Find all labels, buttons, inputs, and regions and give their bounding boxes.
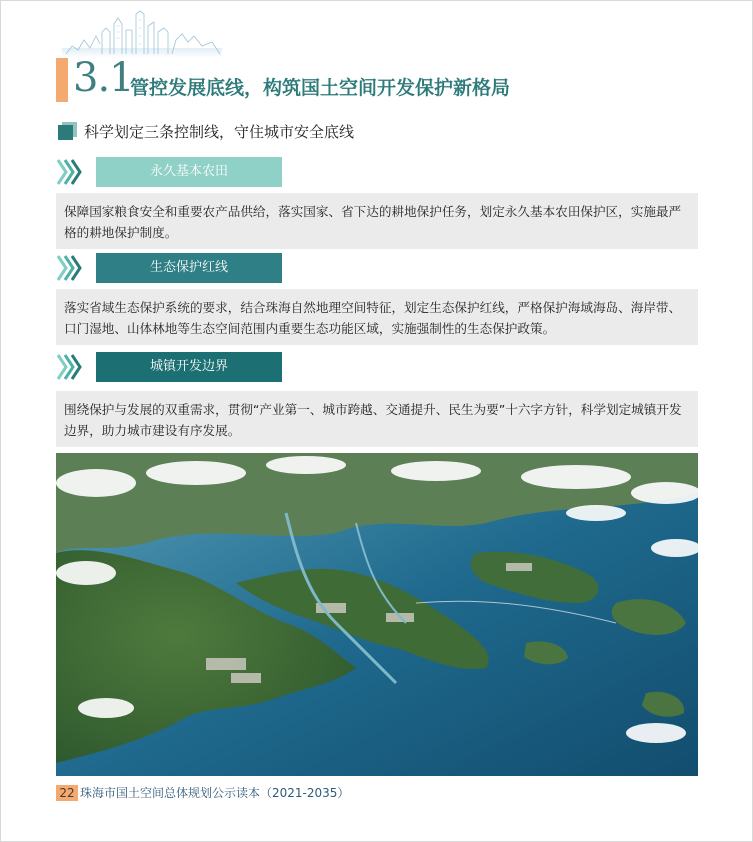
subsection-heading: 科学划定三条控制线，守住城市安全底线 <box>84 123 355 141</box>
skyline-decoration <box>62 10 222 58</box>
category-label-farmland: 永久基本农田 <box>96 157 282 187</box>
category-label-urban-boundary: 城镇开发边界 <box>96 352 282 382</box>
chevron-double-right-icon <box>56 158 84 186</box>
section-accent-bar <box>56 58 68 102</box>
page-number: 22 <box>56 785 78 801</box>
aerial-map-image <box>56 453 698 776</box>
category-description-urban-boundary: 围绕保护与发展的双重需求，贯彻“产业第一、城市跨越、交通提升、民生为要”十六字方针，科学划定城镇开发边界，助力城市建设有序发展。 <box>56 391 698 447</box>
square-bullet-icon <box>58 122 78 142</box>
chevron-double-right-icon <box>56 353 84 381</box>
category-description-ecological-redline: 落实省域生态保护系统的要求，结合珠海自然地理空间特征，划定生态保护红线，严格保护海域海岛、海岸带、口门湿地、山体林地等生态空间范围内重要生态功能区域，实施强制性的生态保护政策。 <box>56 289 698 345</box>
category-label-ecological-redline: 生态保护红线 <box>96 253 282 283</box>
section-title: 管控发展底线，构筑国土空间开发保护新格局 <box>130 77 511 99</box>
category-description-farmland: 保障国家粮食安全和重要农产品供给，落实国家、省下达的耕地保护任务，划定永久基本农田保护区，实施最严格的耕地保护制度。 <box>56 193 698 249</box>
section-number: 3.1 <box>73 55 134 101</box>
chevron-double-right-icon <box>56 254 84 282</box>
publication-title: 珠海市国土空间总体规划公示读本（2021-2035） <box>80 786 350 800</box>
